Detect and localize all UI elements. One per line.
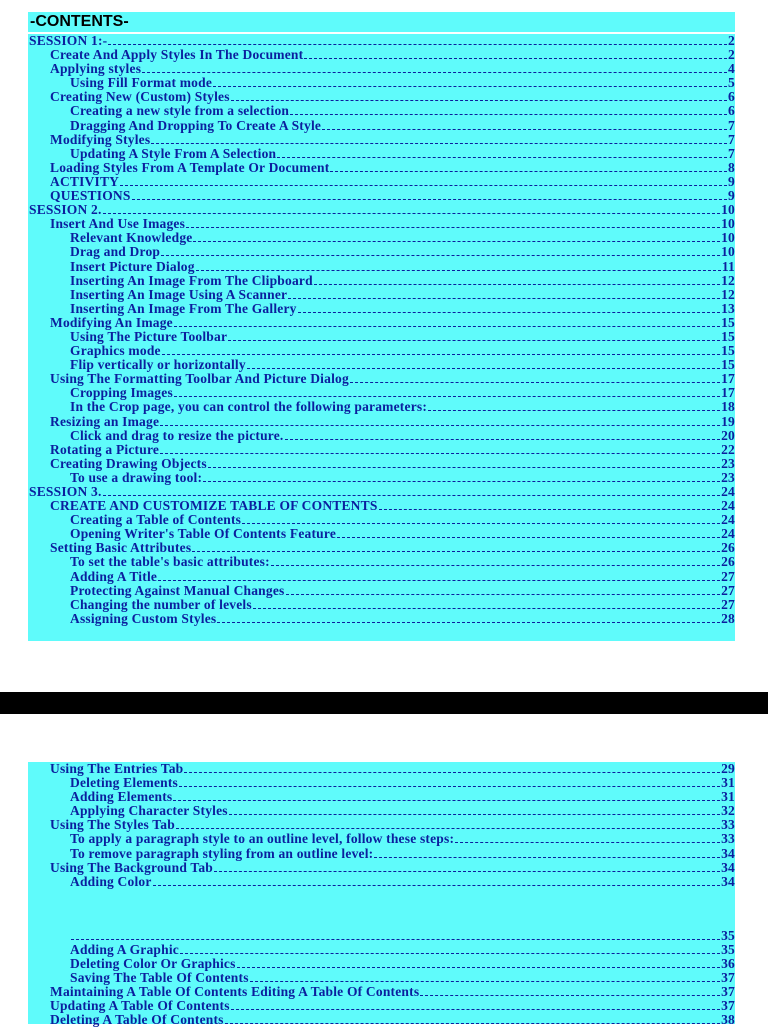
toc-entry-page-number: 8 <box>728 160 735 175</box>
toc-entry-page-number: 34 <box>721 846 735 861</box>
toc-entry-page-number: 6 <box>728 90 735 105</box>
toc-entry[interactable] <box>28 175 735 189</box>
toc-entry-page-number: 12 <box>721 287 735 302</box>
toc-entry[interactable] <box>28 457 735 471</box>
toc-entry-title: Using The Picture Toolbar <box>70 329 228 344</box>
toc-entry-page-number: 35 <box>721 942 735 957</box>
toc-entry[interactable] <box>28 344 735 358</box>
toc-entry-page-number: 9 <box>728 189 735 204</box>
dot-leader <box>231 100 727 101</box>
toc-entry-title: Resizing an Image <box>50 414 160 429</box>
toc-entry[interactable] <box>28 203 735 217</box>
toc-entry-title: Assigning Custom Styles <box>70 611 217 626</box>
toc-entry-page-number: 26 <box>721 555 735 570</box>
toc-entry-title: Adding A Graphic <box>70 942 179 957</box>
toc-entry-title: Using Fill Format mode <box>70 76 213 91</box>
toc-entry-page-number: 37 <box>721 999 735 1014</box>
toc-entry-title: Changing the number of levels <box>70 597 252 612</box>
toc-entry-page-number: 32 <box>721 804 735 819</box>
toc-entry-title: Updating A Style From A Selection <box>70 146 277 161</box>
dot-leader <box>217 622 720 623</box>
toc-entry-page-number: 26 <box>721 541 735 556</box>
dot-leader <box>231 1009 720 1010</box>
dot-leader <box>242 523 720 524</box>
dot-leader <box>229 814 720 815</box>
toc-entry[interactable] <box>28 161 735 175</box>
toc-entry-page-number: 37 <box>721 985 735 1000</box>
toc-entry[interactable] <box>28 104 735 118</box>
toc-entry[interactable] <box>28 513 735 527</box>
dot-leader <box>322 129 727 130</box>
toc-entry[interactable] <box>28 62 735 76</box>
toc-entry[interactable] <box>28 372 735 386</box>
toc-entry[interactable] <box>28 570 735 584</box>
dot-leader <box>153 885 721 886</box>
toc-entry-page-number: 34 <box>721 860 735 875</box>
toc-entry-title: Applying Character Styles <box>70 804 228 819</box>
toc-entry-page-number: 24 <box>721 527 735 542</box>
dot-leader <box>158 580 720 581</box>
toc-entry-page-number: 36 <box>721 957 735 972</box>
dot-leader <box>337 537 720 538</box>
toc-entry-title: ACTIVITY <box>50 174 120 189</box>
dot-leader <box>161 255 720 256</box>
toc-entry-title: Click and drag to resize the picture. <box>70 428 284 443</box>
dot-leader <box>142 72 727 73</box>
toc-entry-title: Using The Entries Tab <box>50 762 184 776</box>
page-divider <box>0 692 768 714</box>
toc-entry-page-number: 17 <box>721 372 735 387</box>
toc-entry-page-number: 10 <box>721 217 735 232</box>
toc-entry-page-number: 15 <box>721 358 735 373</box>
toc-entry-title: To apply a paragraph style to an outline level, follow these steps: <box>70 832 455 847</box>
dot-leader <box>173 800 720 801</box>
toc-entry[interactable] <box>28 804 735 818</box>
toc-entry-page-number: 24 <box>721 485 735 499</box>
dot-leader <box>193 241 720 242</box>
dot-leader <box>108 44 727 45</box>
toc-entry[interactable] <box>28 217 735 231</box>
toc-entry-page-number: 38 <box>721 1013 735 1028</box>
toc-entry-title: SESSION 3. <box>29 485 102 499</box>
toc-entry-page-number: 17 <box>721 386 735 401</box>
dot-leader <box>286 594 721 595</box>
toc-entry-title: Cropping Images <box>70 386 173 401</box>
dot-leader <box>174 396 720 397</box>
toc-entry-title: To remove paragraph styling from an outline level: <box>70 846 374 861</box>
dot-leader <box>285 439 721 440</box>
toc-entry[interactable] <box>28 776 735 790</box>
toc-entry-title: Modifying Styles <box>50 132 151 147</box>
toc-entry[interactable] <box>28 288 735 302</box>
toc-entry-page-number: 13 <box>721 301 735 316</box>
toc-entry-title: Insert And Use Images <box>50 217 186 232</box>
dot-leader <box>379 509 721 510</box>
toc-entry-title: Adding Elements <box>70 790 173 805</box>
toc-entry-page-number: 18 <box>721 400 735 415</box>
toc-entry-page-number: 4 <box>728 62 735 77</box>
toc-entry[interactable] <box>28 119 735 133</box>
toc-entry[interactable] <box>28 485 735 499</box>
dot-leader <box>160 425 720 426</box>
toc-entry-title: Maintaining A Table Of Contents Editing A Table Of Contents <box>50 985 420 1000</box>
toc-entry-page-number: 34 <box>721 874 735 889</box>
toc-entry[interactable] <box>28 832 735 846</box>
toc-entry-title: Flip vertically or horizontally <box>70 358 246 373</box>
toc-entry-title: SESSION 2. <box>29 203 102 218</box>
dot-leader <box>176 828 720 829</box>
toc-entry[interactable] <box>28 358 735 372</box>
toc-entry[interactable] <box>28 133 735 147</box>
dot-leader <box>428 410 720 411</box>
toc-entry[interactable] <box>28 929 735 943</box>
toc-entry-page-number: 29 <box>721 762 735 776</box>
toc-entry-title: Deleting A Table Of Contents <box>50 1013 224 1028</box>
dot-leader <box>374 857 720 858</box>
toc-entry-title: Create And Apply Styles In The Document <box>50 48 304 63</box>
toc-entry-page-number: 35 <box>721 928 735 943</box>
dot-leader <box>151 143 727 144</box>
toc-entry[interactable] <box>28 527 735 541</box>
blank-line <box>28 889 735 929</box>
dot-leader <box>237 967 721 968</box>
toc-entry-title: Inserting An Image From The Clipboard <box>70 273 313 288</box>
toc-entry[interactable] <box>28 34 735 48</box>
dot-leader <box>174 326 720 327</box>
toc-entry-page-number: 27 <box>721 569 735 584</box>
toc-entry[interactable] <box>28 598 735 612</box>
dot-leader <box>179 786 720 787</box>
toc-entry[interactable] <box>28 274 735 288</box>
dot-leader <box>304 58 727 59</box>
dot-leader <box>186 227 720 228</box>
dot-leader <box>103 213 721 214</box>
dot-leader <box>228 340 720 341</box>
dot-leader <box>192 551 720 552</box>
toc-entry-title: Deleting Elements <box>70 776 179 791</box>
toc-entry-title: Deleting Color Or Graphics <box>70 957 236 972</box>
toc-entry-page-number: 10 <box>721 203 735 218</box>
toc-entry-page-number: 22 <box>721 442 735 457</box>
toc-entry-title: Relevant Knowledge <box>70 231 193 246</box>
dot-leader <box>350 382 720 383</box>
dot-leader <box>330 171 727 172</box>
toc-entry[interactable] <box>28 790 735 804</box>
toc-entry-title: Creating New (Custom) Styles <box>50 90 230 105</box>
toc-entry-page-number: 11 <box>721 259 735 274</box>
dot-leader <box>314 284 720 285</box>
toc-entry[interactable] <box>28 302 735 316</box>
toc-entry[interactable] <box>28 400 735 414</box>
toc-entry[interactable] <box>28 985 735 999</box>
toc-entry[interactable] <box>28 861 735 875</box>
toc-entry-title: CREATE AND CUSTOMIZE TABLE OF CONTENTS <box>50 499 378 514</box>
dot-leader <box>250 981 720 982</box>
toc-entry-title: In the Crop page, you can control the following parameters: <box>70 400 428 415</box>
toc-entry-title: To set the table's basic attributes: <box>70 555 270 570</box>
toc-entry-title: Using The Formatting Toolbar And Picture Dialog <box>50 372 349 387</box>
toc-entry-title: Drag and Drop <box>70 245 161 260</box>
toc-entry[interactable] <box>28 584 735 598</box>
toc-entry-page-number: 27 <box>721 583 735 598</box>
toc-entry[interactable] <box>28 971 735 985</box>
toc-list-continued <box>28 762 735 1028</box>
dot-leader <box>103 495 721 496</box>
toc-entry-page-number: 28 <box>721 611 735 626</box>
toc-entry-page-number: 23 <box>721 470 735 485</box>
dot-leader <box>132 199 727 200</box>
toc-entry-page-number: 24 <box>721 513 735 528</box>
toc-entry-page-number: 5 <box>728 76 735 91</box>
toc-entry-page-number: 33 <box>721 832 735 847</box>
dot-leader <box>71 939 720 940</box>
toc-entry[interactable] <box>28 147 735 161</box>
toc-entry-page-number: 10 <box>721 231 735 246</box>
toc-entry-title: To use a drawing tool: <box>70 470 203 485</box>
toc-entry[interactable] <box>28 260 735 274</box>
dot-leader <box>214 871 720 872</box>
toc-entry[interactable] <box>28 612 735 626</box>
toc-entry[interactable] <box>28 499 735 513</box>
toc-entry-page-number: 15 <box>721 315 735 330</box>
toc-entry-page-number: 7 <box>728 118 735 133</box>
dot-leader <box>247 368 720 369</box>
toc-entry-page-number: 23 <box>721 456 735 471</box>
toc-entry-title: Adding A Title <box>70 569 158 584</box>
dot-leader <box>420 995 720 996</box>
toc-entry-title: Opening Writer's Table Of Contents Feature <box>70 527 337 542</box>
dot-leader <box>180 953 720 954</box>
toc-entry[interactable] <box>28 818 735 832</box>
toc-entry[interactable] <box>28 415 735 429</box>
toc-entry-title: Saving The Table Of Contents <box>70 971 249 986</box>
toc-entry-title: Creating a Table of Contents <box>70 513 242 528</box>
toc-entry[interactable] <box>28 999 735 1013</box>
toc-entry-page-number: 15 <box>721 329 735 344</box>
toc-entry[interactable] <box>28 76 735 90</box>
toc-entry-page-number: 33 <box>721 818 735 833</box>
dot-leader <box>290 114 727 115</box>
toc-entry[interactable] <box>28 762 735 776</box>
toc-entry-page-number: 31 <box>721 776 735 791</box>
dot-leader <box>298 312 720 313</box>
dot-leader <box>213 86 727 87</box>
toc-entry[interactable] <box>28 541 735 555</box>
toc-list <box>28 34 735 641</box>
toc-entry-page-number: 9 <box>728 174 735 189</box>
toc-entry-title: Loading Styles From A Template Or Document <box>50 160 330 175</box>
dot-leader <box>208 467 720 468</box>
document-page-2 <box>0 714 768 1028</box>
toc-entry[interactable] <box>28 847 735 861</box>
toc-entry-title: Creating Drawing Objects <box>50 456 207 471</box>
toc-entry-title: SESSION 1:- <box>29 34 108 48</box>
toc-entry-page-number: 19 <box>721 414 735 429</box>
dot-leader <box>277 157 727 158</box>
toc-entry-title: Using The Background Tab <box>50 860 214 875</box>
toc-entry-page-number: 31 <box>721 790 735 805</box>
toc-entry-title: QUESTIONS <box>50 189 131 204</box>
toc-entry[interactable] <box>28 429 735 443</box>
toc-entry-page-number: 2 <box>728 48 735 63</box>
toc-entry[interactable] <box>28 386 735 400</box>
toc-entry[interactable] <box>28 90 735 104</box>
toc-entry-title: Setting Basic Attributes <box>50 541 192 556</box>
toc-entry-title: Adding Color <box>70 874 152 889</box>
toc-entry[interactable] <box>28 245 735 259</box>
toc-entry-page-number: 7 <box>728 132 735 147</box>
toc-entry-title: Modifying An Image <box>50 315 173 330</box>
toc-entry-page-number: 20 <box>721 428 735 443</box>
toc-entry-title: Inserting An Image From The Gallery <box>70 301 297 316</box>
toc-entry[interactable] <box>28 48 735 62</box>
toc-entry-page-number: 12 <box>721 273 735 288</box>
toc-entry[interactable] <box>28 555 735 569</box>
dot-leader <box>160 453 720 454</box>
toc-entry[interactable] <box>28 875 735 889</box>
toc-entry-title: Graphics mode <box>70 344 161 359</box>
dot-leader <box>120 185 727 186</box>
dot-leader <box>203 481 720 482</box>
toc-entry-title: Rotating a Picture <box>50 442 160 457</box>
toc-entry-page-number: 2 <box>728 34 735 48</box>
toc-entry[interactable] <box>28 316 735 330</box>
toc-entry-title: Insert Picture Dialog <box>70 259 195 274</box>
toc-entry-title: Inserting An Image Using A Scanner <box>70 287 288 302</box>
toc-entry-title: Creating a new style from a selection <box>70 104 290 119</box>
toc-entry-page-number: 37 <box>721 971 735 986</box>
toc-entry-page-number: 6 <box>728 104 735 119</box>
dot-leader <box>253 608 720 609</box>
toc-entry[interactable] <box>28 957 735 971</box>
toc-entry-page-number: 27 <box>721 597 735 612</box>
toc-entry-page-number: 15 <box>721 344 735 359</box>
toc-entry[interactable] <box>28 231 735 245</box>
toc-entry[interactable] <box>28 471 735 485</box>
toc-entry-title: Updating A Table Of Contents <box>50 999 230 1014</box>
toc-entry-title: Protecting Against Manual Changes <box>70 583 285 598</box>
toc-entry[interactable] <box>28 943 735 957</box>
dot-leader <box>271 565 720 566</box>
toc-entry-page-number: 7 <box>728 146 735 161</box>
toc-entry[interactable] <box>28 1013 735 1027</box>
toc-entry[interactable] <box>28 189 735 203</box>
toc-entry-page-number: 10 <box>721 245 735 260</box>
toc-entry-title: Dragging And Dropping To Create A Style <box>70 118 322 133</box>
toc-entry-page-number: 24 <box>721 499 735 514</box>
toc-entry[interactable] <box>28 330 735 344</box>
dot-leader <box>196 270 721 271</box>
dot-leader <box>184 772 720 773</box>
toc-entry-title: Applying styles <box>50 62 142 77</box>
contents-heading: -CONTENTS- <box>28 12 735 32</box>
dot-leader <box>288 298 720 299</box>
dot-leader <box>162 354 720 355</box>
toc-entry[interactable] <box>28 443 735 457</box>
toc-entry-title: Using The Styles Tab <box>50 818 175 833</box>
dot-leader <box>455 842 720 843</box>
